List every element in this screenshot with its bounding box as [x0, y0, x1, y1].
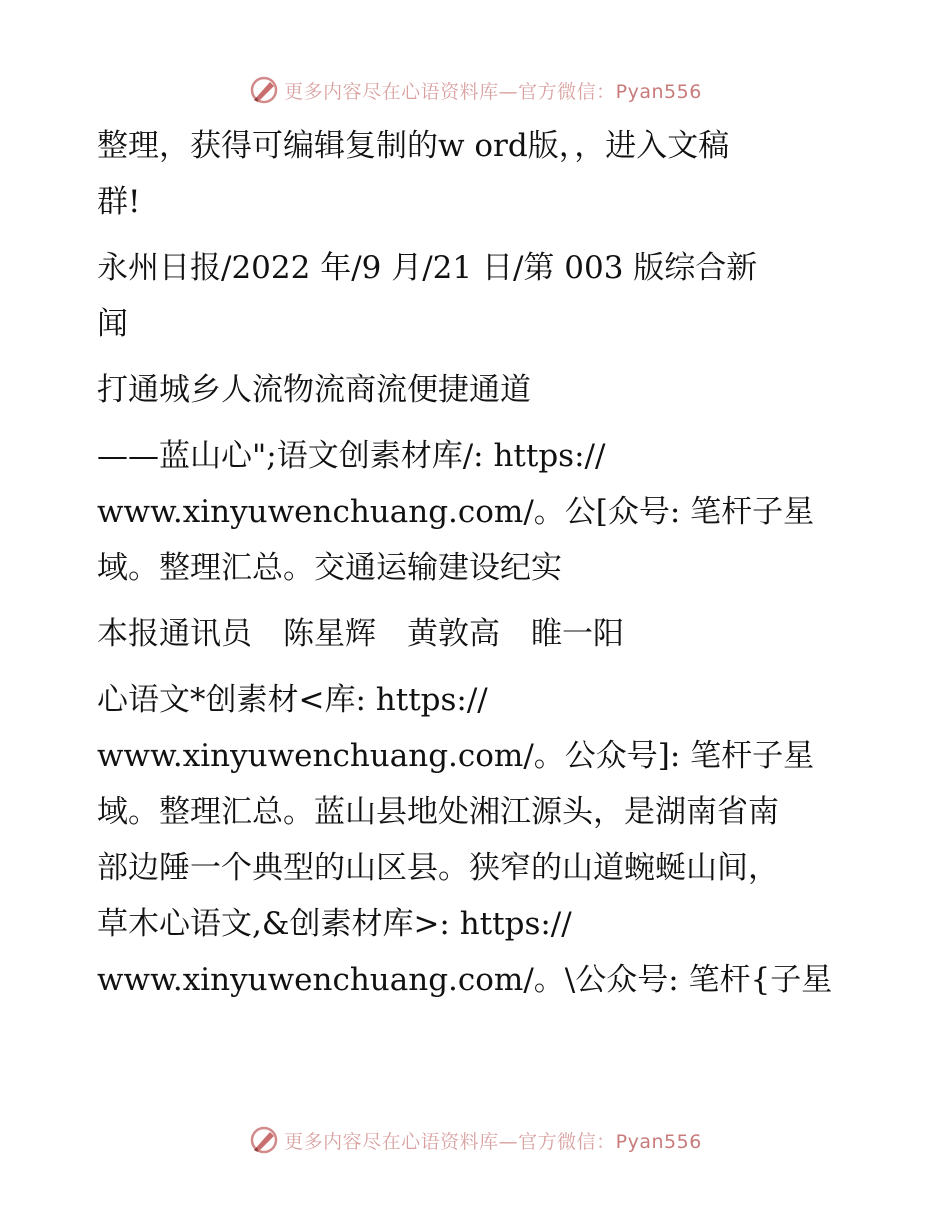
text-line: 草木心语文,&创素材库>: https:// [97, 906, 572, 942]
pen-logo-icon [248, 74, 280, 106]
byline-text: 本报通讯员 陈星辉 黄敦高 睢一阳 [97, 616, 624, 652]
pen-logo-icon [248, 1124, 280, 1156]
paragraph-intro [97, 118, 857, 230]
banner-text: 更多内容尽在心语资料库—官方微信：Pyan556 [284, 80, 702, 103]
paragraph-subtitle [97, 428, 857, 596]
text-line: 域。整理汇总。交通运输建设纪实 [97, 550, 562, 586]
text-line: www.xinyuwenchuang.com/。公[众号: 笔杆子星 [97, 494, 815, 530]
text-line: 部边陲一个典型的山区县。狭窄的山道蜿蜒山间， [97, 850, 779, 886]
footer-watermark-banner [0, 1120, 950, 1160]
text-line: 闻 [97, 306, 128, 342]
paragraph-byline [97, 606, 857, 662]
header-watermark-banner [0, 70, 950, 110]
text-line: 整理，获得可编辑复制的w ord版，，进入文稿 [97, 128, 730, 164]
paragraph-body [97, 672, 857, 1008]
banner-text: 更多内容尽在心语资料库—官方微信：Pyan556 [284, 1130, 702, 1153]
paragraph-headline [97, 362, 857, 418]
paragraph-source [97, 240, 857, 352]
text-line: 永州日报/2022 年/9 月/21 日/第 003 版综合新 [97, 250, 758, 286]
text-line: ——蓝山心";语文创素材库/: https:// [97, 438, 606, 474]
text-line: 域。整理汇总。蓝山县地处湘江源头，是湖南省南 [97, 794, 779, 830]
text-line: 心语文*创素材<库: https:// [97, 682, 488, 718]
document-body [97, 118, 857, 1018]
text-line: 群! [97, 184, 141, 220]
headline-text: 打通城乡人流物流商流便捷通道 [97, 372, 531, 408]
text-line: www.xinyuwenchuang.com/。公众号]: 笔杆子星 [97, 738, 815, 774]
text-line: www.xinyuwenchuang.com/。\公众号: 笔杆{子星 [97, 962, 833, 998]
